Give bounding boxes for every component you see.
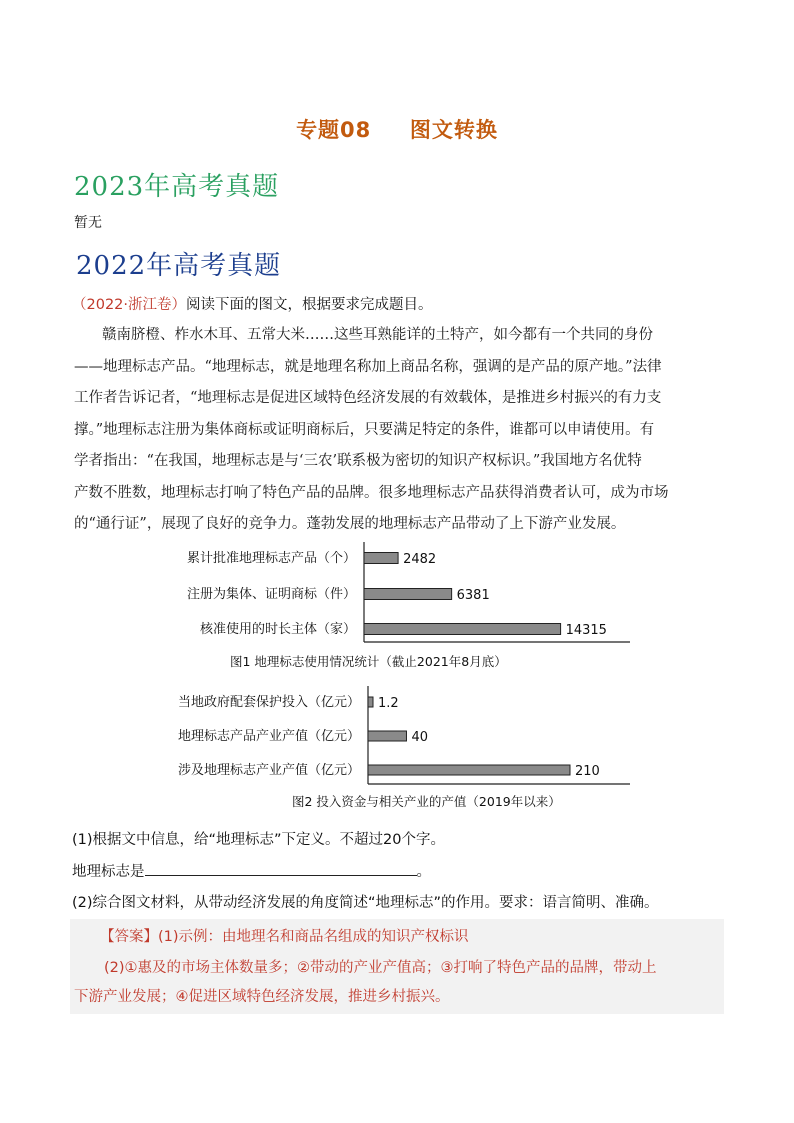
passage-line: 撑。”地理标志注册为集体商标或证明商标后，只要满足特定的条件，谁都可以申请使用。有 [74, 421, 655, 438]
bar [364, 553, 398, 564]
category-label: 核准使用的时长主体（家） [199, 622, 356, 637]
question-source: （2022·浙江卷） [72, 297, 187, 313]
title-part1: 专题08 [296, 118, 372, 142]
passage-line: 赣南脐橙、柞水木耳、五常大米……这些耳熟能详的土特产，如今都有一个共同的身份 [102, 327, 653, 343]
heading-2023: 2023年高考真题 [74, 172, 280, 202]
passage-line: ——地理标志产品。“地理标志，就是地理名称加上商品名称，强调的是产品的原产地。”法律 [74, 358, 662, 375]
reading-passage [74, 320, 724, 541]
passage-line: 的“通行证”，展现了良好的竞争力。蓬勃发展的地理标志产品带动了上下游产业发展。 [74, 516, 626, 532]
value-label: 2482 [403, 552, 437, 567]
question-1: (1)根据文中信息，给“地理标志”下定义。不超过20个字。 [72, 832, 446, 848]
value-label: 1.2 [378, 696, 399, 711]
category-label: 累计批准地理标志产品（个） [186, 551, 356, 566]
answer-box [70, 919, 724, 1014]
chart-caption: 图2 投入资金与相关产业的产值（2019年以来） [292, 794, 561, 809]
answer-line-1: 【答案】(1)示例：由地理名和商品名组成的知识产权标识 [100, 929, 469, 945]
question-instruction: 阅读下面的图文，根据要求完成题目。 [186, 297, 433, 313]
value-label: 14315 [565, 623, 607, 638]
answer-tag: 【答案】 [100, 929, 158, 945]
chart-figure-1 [150, 538, 630, 678]
question-2: (2)综合图文材料，从带动经济发展的角度简述“地理标志”的作用。要求：语言简明、准确。 [72, 895, 659, 911]
bar [364, 624, 561, 635]
page-title [0, 114, 794, 144]
answer-blank[interactable] [145, 861, 417, 876]
answer-line-2: (2)①惠及的市场主体数量多；②带动的产业产值高；③打响了特色产品的品牌，带动上 [104, 960, 657, 976]
bar [368, 697, 373, 707]
category-label: 涉及地理标志产业产值（亿元） [177, 763, 360, 778]
category-label: 注册为集体、证明商标（件） [186, 587, 356, 602]
answer-line-3: 下游产业发展；④促进区域特色经济发展，推进乡村振兴。 [74, 989, 450, 1005]
value-label: 210 [575, 764, 600, 779]
title-part2: 图文转换 [409, 118, 498, 142]
chart-caption: 图1 地理标志使用情况统计（截止2021年8月底） [230, 654, 507, 669]
passage-line: 学者指出：“在我国，地理标志是与‘三农’联系极为密切的知识产权标识。”我国地方名优特 [74, 453, 642, 469]
passage-line: 产数不胜数，地理标志打响了特色产品的品牌。很多地理标志产品获得消费者认可，成为市场 [74, 484, 669, 501]
value-label: 6381 [456, 588, 490, 603]
category-label: 地理标志产品产业产值（亿元） [177, 729, 360, 744]
chart-figure-2 [150, 682, 630, 822]
question-1-answer-line [72, 860, 431, 881]
value-label: 40 [411, 730, 429, 745]
heading-2022: 2022年高考真题 [76, 251, 282, 281]
passage-line: 工作者告诉记者，“地理标志是促进区域特色经济发展的有效载体，是推进乡村振兴的有力支 [74, 390, 662, 406]
bar [368, 731, 406, 741]
category-label: 当地政府配套保护投入（亿元） [177, 695, 360, 710]
q1-prefix: 地理标志是 [72, 864, 145, 880]
bar [364, 589, 452, 600]
question-intro [72, 293, 433, 314]
content-2023: 暂无 [74, 215, 102, 231]
q1-suffix: 。 [416, 864, 431, 880]
bar [368, 765, 570, 775]
